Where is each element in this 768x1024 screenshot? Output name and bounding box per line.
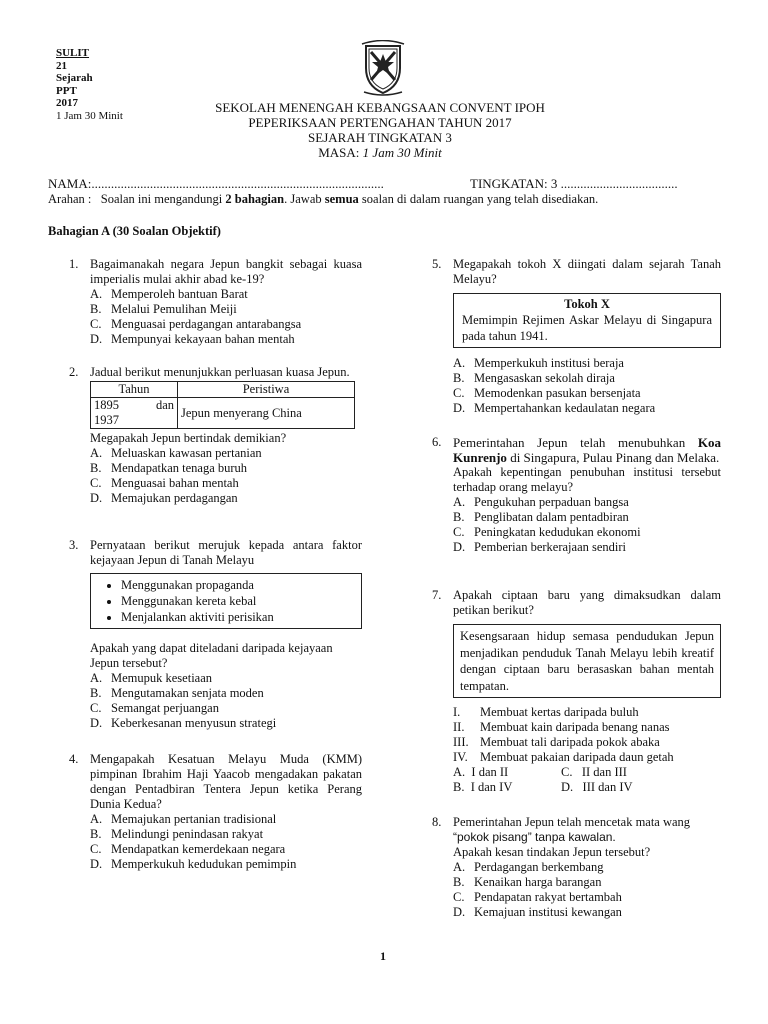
option-letter: A.	[90, 812, 103, 826]
table-header-year: Tahun	[91, 382, 178, 398]
option-text: Melalui Pemulihan Meiji	[111, 302, 237, 316]
page-number: 1	[380, 949, 386, 963]
question-8	[432, 815, 721, 920]
duration-label: 1 Jam 30 Minit	[56, 109, 123, 122]
option-a[interactable]	[69, 812, 362, 827]
roman-numeral: I.	[453, 705, 461, 719]
option-letter: C.	[90, 842, 102, 856]
question-1	[69, 257, 362, 347]
option-letter: D.	[561, 780, 574, 794]
exam-meta	[56, 47, 123, 122]
option-text: I dan IV	[470, 780, 513, 794]
option-text: Memodenkan pasukan bersenjata	[474, 386, 641, 400]
option-letter: B.	[90, 461, 102, 475]
option-letter: D.	[90, 332, 103, 346]
stem-text-2: di Singapura, Pulau Pinang dan Melaka.	[506, 450, 720, 465]
question-number: 6.	[432, 435, 442, 449]
option-text: Semangat perjuangan	[111, 701, 219, 715]
option-d[interactable]	[432, 905, 721, 920]
instructions-text-2: . Jawab	[284, 192, 325, 206]
exam-time	[150, 145, 610, 160]
options-row	[453, 780, 721, 795]
option-c[interactable]	[69, 476, 362, 491]
option-c[interactable]	[69, 701, 362, 716]
instructions	[48, 192, 598, 207]
option-text: Pendapatan rakyat bertambah	[474, 890, 622, 904]
table-header-row	[91, 382, 355, 398]
question-stem: Bagaimanakah negara Jepun bangkit sebagai kuasa imperialis mulai akhir abad ke-19?	[90, 257, 362, 286]
question-stem: Mengapakah Kesatuan Melayu Muda (KMM) pimpinan Ibrahim Haji Yaacob mengadakan pakatan dengan Pentadbiran Tentera Jepun ketika Perang Dunia Kedua?	[90, 752, 362, 811]
option-text: Memperkukuh institusi beraja	[474, 356, 624, 370]
options-row	[453, 765, 721, 780]
question-3	[69, 538, 362, 731]
option-b[interactable]	[432, 875, 721, 890]
exam-name: PEPERIKSAAN PERTENGAHAN TAHUN 2017	[248, 115, 512, 130]
option-letter: C.	[90, 317, 102, 331]
option-d[interactable]	[69, 716, 362, 731]
option-text: Memajukan pertanian tradisional	[111, 812, 277, 826]
option-letter: A.	[90, 446, 103, 460]
option-letter: D.	[453, 401, 466, 415]
question-number: 3.	[69, 538, 79, 552]
option-text: Peningkatan kedudukan ekonomi	[474, 525, 641, 539]
year-end: 1937	[94, 413, 119, 427]
option-text: Penglibatan dalam pentadbiran	[474, 510, 629, 524]
option-letter: C.	[453, 386, 465, 400]
option-text: Menguasai bahan mentah	[111, 476, 239, 490]
question-stem: Apakah ciptaan baru yang dimaksudkan dalam petikan berikut?	[453, 588, 721, 617]
section-title: Bahagian A (30 Soalan Objektif)	[48, 224, 221, 238]
options	[69, 287, 362, 347]
option-text: Mengutamakan senjata moden	[111, 686, 264, 700]
option-c[interactable]	[432, 525, 721, 540]
option-letter: B.	[90, 302, 102, 316]
option-text: Memperkukuh kedudukan pemimpin	[111, 857, 297, 871]
option-a[interactable]	[432, 860, 721, 875]
option-letter: D.	[453, 905, 466, 919]
option-c[interactable]	[561, 765, 669, 780]
table-header-event: Peristiwa	[178, 382, 355, 398]
time-label: MASA:	[318, 145, 360, 160]
instructions-text-3: soalan di dalam ruangan yang telah disediakan.	[358, 192, 599, 206]
option-letter: D.	[90, 716, 103, 730]
option-letter: A.	[453, 356, 466, 370]
option-c[interactable]	[432, 386, 721, 401]
time-value: 1 Jam 30 Minit	[362, 145, 442, 160]
question-stem	[453, 435, 721, 465]
statement-text: Membuat pakaian daripada daun getah	[480, 750, 674, 764]
options	[69, 671, 362, 731]
question-number: 7.	[432, 588, 442, 602]
school-name: SEKOLAH MENENGAH KEBANGSAAN CONVENT IPOH	[215, 100, 545, 115]
option-c[interactable]	[432, 890, 721, 905]
statement-i	[432, 705, 721, 720]
question-stem	[453, 815, 721, 860]
option-letter: D.	[90, 491, 103, 505]
options	[69, 446, 362, 506]
year-start: 1895	[94, 398, 119, 412]
option-b[interactable]	[69, 461, 362, 476]
option-d[interactable]	[561, 780, 669, 795]
option-letter: B.	[453, 371, 465, 385]
tokoh-box	[453, 293, 721, 348]
paper-code: 21	[56, 59, 67, 72]
option-d[interactable]	[432, 540, 721, 555]
option-d[interactable]	[69, 332, 362, 347]
school-crest-logo	[360, 40, 406, 96]
option-a[interactable]	[432, 495, 721, 510]
statement-box	[90, 573, 362, 629]
box-text: Memimpin Rejimen Askar Melayu di Singapura pada tahun 1941.	[462, 313, 712, 343]
statement-text: Membuat kertas daripada buluh	[480, 705, 639, 719]
class-field: TINGKATAN: 3 ....................................	[470, 176, 678, 191]
options	[432, 495, 721, 555]
statement-iv	[432, 750, 721, 765]
question-7	[432, 588, 721, 795]
option-a[interactable]	[432, 356, 721, 371]
question-5	[432, 257, 721, 416]
option-b[interactable]	[453, 780, 561, 795]
statement-iii	[432, 735, 721, 750]
question-stem: Pernyataan berikut merujuk kepada antara faktor kejayaan Jepun di Tanah Melayu	[90, 538, 362, 567]
option-text: I dan II	[471, 765, 509, 779]
question-number: 4.	[69, 752, 79, 766]
year-joiner: dan	[155, 398, 174, 412]
statement-text: Membuat tali daripada pokok abaka	[480, 735, 660, 749]
option-text: II dan III	[581, 765, 627, 779]
roman-numeral: IV.	[453, 750, 468, 764]
statement-list	[91, 577, 361, 625]
option-letter: B.	[90, 827, 102, 841]
option-letter: C.	[90, 476, 102, 490]
option-letter: A.	[453, 765, 466, 779]
option-letter: C.	[453, 525, 465, 539]
year-label: 2017	[56, 97, 78, 109]
option-c[interactable]	[69, 317, 362, 332]
option-b[interactable]	[69, 302, 362, 317]
instructions-bold-2: semua	[324, 192, 359, 206]
option-text: Pemberian berkerajaan sendiri	[474, 540, 627, 554]
option-letter: A.	[90, 287, 103, 301]
option-b[interactable]	[432, 510, 721, 525]
option-letter: C.	[561, 765, 573, 779]
question-2	[69, 365, 362, 506]
options	[432, 356, 721, 416]
question-4	[69, 752, 362, 872]
question-6	[432, 435, 721, 555]
option-d[interactable]	[432, 401, 721, 416]
option-letter: D.	[453, 540, 466, 554]
option-letter: A.	[90, 671, 103, 685]
question-stem: Jadual berikut menunjukkan perluasan kuasa Jepun.	[90, 365, 350, 379]
table-cell-event: Jepun menyerang China	[178, 398, 355, 429]
question-prompt: Apakah kepentingan penubuhan institusi tersebut terhadap orang melayu?	[453, 465, 721, 494]
question-prompt: Megapakah Jepun bertindak demikian?	[90, 431, 287, 445]
option-text: Perdagangan berkembang	[474, 860, 604, 874]
option-d[interactable]	[69, 491, 362, 506]
option-letter: A.	[453, 495, 466, 509]
roman-numeral: III.	[453, 735, 469, 749]
option-text: Pengukuhan perpaduan bangsa	[474, 495, 629, 509]
option-text: Mengasaskan sekolah diraja	[474, 371, 615, 385]
option-letter: B.	[453, 510, 465, 524]
option-a[interactable]	[69, 446, 362, 461]
option-text: Kemajuan institusi kewangan	[474, 905, 622, 919]
box-title: Tokoh X	[564, 297, 610, 311]
option-letter: C.	[453, 890, 465, 904]
question-prompt: Apakah yang dapat diteladani daripada kejayaan Jepun tersebut?	[90, 641, 333, 670]
options	[432, 860, 721, 920]
option-text: Menguasai perdagangan antarabangsa	[111, 317, 302, 331]
option-text: Mendapatkan kemerdekaan negara	[111, 842, 286, 856]
option-letter: C.	[90, 701, 102, 715]
option-text: Memajukan perdagangan	[111, 491, 238, 505]
option-text: Mempertahankan kedaulatan negara	[474, 401, 656, 415]
option-letter: B.	[453, 780, 465, 794]
table-row	[91, 398, 355, 429]
sulit-label: SULIT	[56, 47, 90, 59]
stem-line-2: “pokok pisang” tanpa kawalan.	[453, 830, 616, 844]
stem-text-1: Pemerintahan Jepun telah menubuhkan	[453, 435, 698, 450]
stem-line-1: Pemerintahan Jepun telah mencetak mata wang	[453, 815, 691, 829]
roman-numeral: II.	[453, 720, 465, 734]
option-letter: A.	[453, 860, 466, 874]
options	[453, 765, 721, 795]
option-text: Keberkesanan menyusun strategi	[111, 716, 277, 730]
table-cell-year	[91, 398, 178, 429]
stem-bold-term: Koa Kunrenjo	[453, 435, 721, 465]
instructions-text-1: Soalan ini mengandungi	[100, 192, 226, 206]
list-item: • Menjalankan aktiviti perisikan	[121, 609, 361, 625]
option-text: Meluaskan kawasan pertanian	[111, 446, 262, 460]
question-number: 8.	[432, 815, 442, 829]
name-field: NAMA:..........................................................................................	[48, 176, 384, 191]
exam-label: PPT	[56, 84, 77, 97]
option-text: III dan IV	[582, 780, 633, 794]
question-number: 5.	[432, 257, 442, 271]
option-a[interactable]	[69, 671, 362, 686]
statement-ii	[432, 720, 721, 735]
option-c[interactable]	[69, 842, 362, 857]
list-item: • Menggunakan kereta kebal	[121, 593, 361, 609]
list-item: • Menggunakan propaganda	[121, 577, 361, 593]
option-text: Kenaikan harga barangan	[474, 875, 602, 889]
exam-header	[150, 100, 610, 160]
question-stem: Megapakah tokoh X diingati dalam sejarah Tanah Melayu?	[453, 257, 721, 286]
passage-box: Kesengsaraan hidup semasa pendudukan Jepun menjadikan penduduk Tanah Melayu lebih kreatif dengan ciptaan baru berasaskan bahan mentah tempatan.	[453, 624, 721, 698]
option-d[interactable]	[69, 857, 362, 872]
option-text: Mempunyai kekayaan bahan mentah	[111, 332, 295, 346]
options	[69, 812, 362, 872]
statement-text: Membuat kain daripada benang nanas	[480, 720, 670, 734]
instructions-label: Arahan :	[48, 192, 92, 206]
option-letter: B.	[90, 686, 102, 700]
option-letter: D.	[90, 857, 103, 871]
option-a[interactable]	[453, 765, 561, 780]
question-number: 2.	[69, 365, 79, 379]
option-letter: B.	[453, 875, 465, 889]
instructions-bold-1: 2 bahagian	[225, 192, 285, 206]
option-text: Melindungi penindasan rakyat	[111, 827, 264, 841]
option-text: Mendapatkan tenaga buruh	[111, 461, 248, 475]
roman-statements	[432, 705, 721, 765]
events-table	[90, 381, 355, 429]
option-text: Memupuk kesetiaan	[111, 671, 213, 685]
option-a[interactable]	[69, 287, 362, 302]
option-text: Memperoleh bantuan Barat	[111, 287, 248, 301]
subject-label: Sejarah	[56, 72, 93, 84]
subject-name: SEJARAH TINGKATAN 3	[308, 130, 452, 145]
question-number: 1.	[69, 257, 79, 271]
option-b[interactable]	[432, 371, 721, 386]
question-prompt: Apakah kesan tindakan Jepun tersebut?	[453, 845, 651, 859]
option-b[interactable]	[69, 827, 362, 842]
option-b[interactable]	[69, 686, 362, 701]
